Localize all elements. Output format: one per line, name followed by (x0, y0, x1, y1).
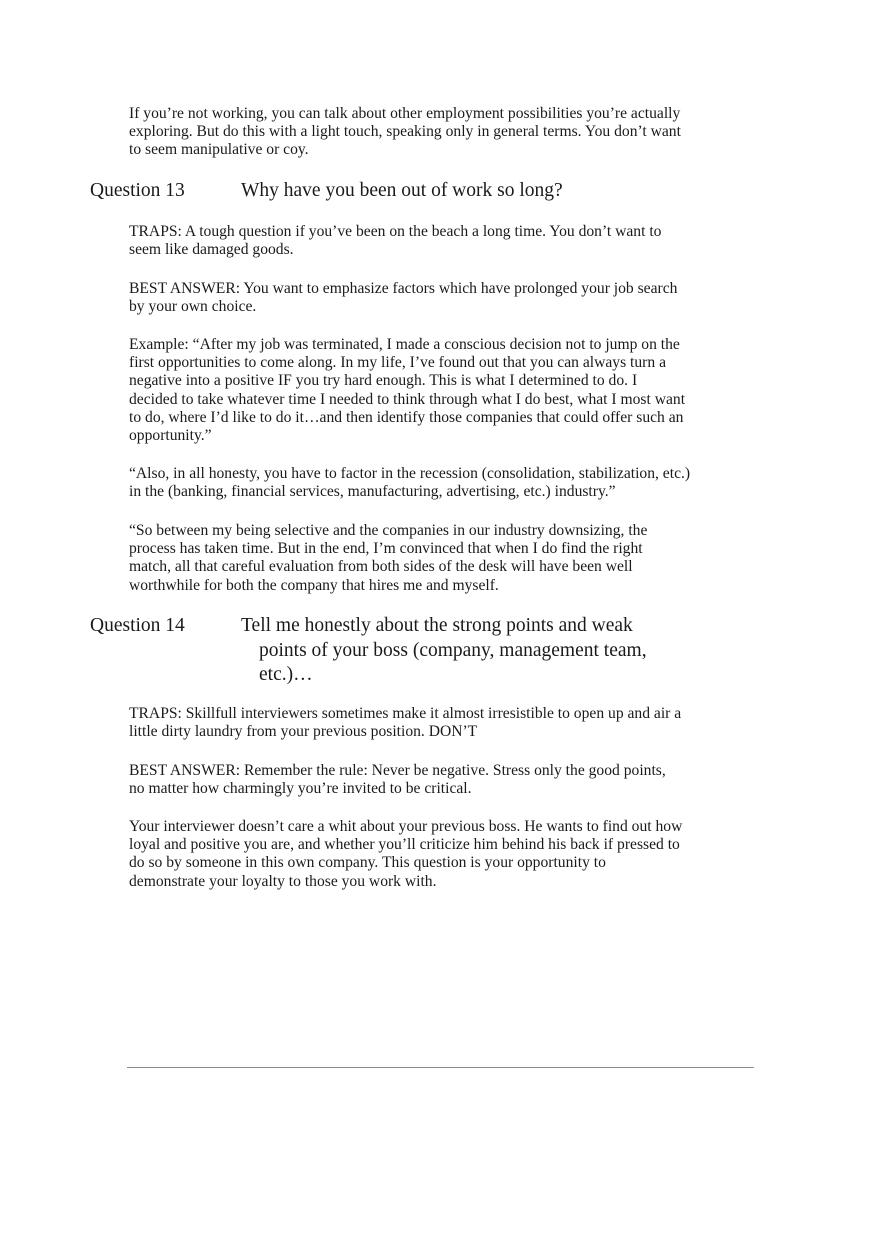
text-line: to seem manipulative or coy. (129, 141, 309, 159)
question-13-title: Why have you been out of work so long? (241, 180, 563, 201)
text-line: BEST ANSWER: You want to emphasize factors which have prolonged your job search (129, 280, 678, 297)
title-line: Tell me honestly about the strong points and weak (241, 615, 633, 636)
text-line: negative into a positive IF you try hard enough. This is what I determined to do. I (129, 372, 638, 390)
text-line: loyal and positive you are, and whether you’ll criticize him behind his back if pressed to (129, 836, 680, 854)
text-line: worthwhile for both the company that hires me and myself. (129, 576, 499, 594)
text-line: little dirty laundry from your previous position. DON’T (129, 723, 478, 741)
q13-traps-paragraph (129, 223, 709, 259)
text-line: Your interviewer doesn’t care a whit about your previous boss. He wants to find out how (129, 818, 683, 835)
text-line: demonstrate your loyalty to those you work with. (129, 872, 437, 890)
text-line: If you’re not working, you can talk about other employment possibilities you’re actually (129, 105, 681, 122)
intro-paragraph (129, 105, 709, 160)
q14-interviewer-paragraph (129, 818, 709, 891)
text-line: first opportunities to come along. In my life, I’ve found out that you can always turn a (129, 354, 666, 372)
question-13-label: Question 13 (90, 180, 185, 201)
text-line: “So between my being selective and the companies in our industry downsizing, the (129, 522, 648, 539)
text-line: BEST ANSWER: Remember the rule: Never be negative. Stress only the good points, (129, 762, 666, 779)
q13-closing-paragraph (129, 522, 709, 595)
q13-also-paragraph (129, 465, 709, 501)
title-line: etc.)… (259, 664, 313, 686)
text-line: in the (banking, financial services, manufacturing, advertising, etc.) industry.” (129, 483, 616, 501)
text-line: “Also, in all honesty, you have to factor in the recession (consolidation, stabilization, etc.) (129, 465, 691, 482)
text-line: match, all that careful evaluation from both sides of the desk will have been well (129, 558, 633, 576)
text-line: exploring. But do this with a light touch, speaking only in general terms. You don’t want (129, 123, 681, 141)
text-line: opportunity.” (129, 427, 212, 445)
text-line: seem like damaged goods. (129, 241, 294, 259)
q14-best-answer-paragraph (129, 762, 709, 798)
title-line: points of your boss (company, management team, (259, 639, 647, 661)
footer-divider (127, 1067, 754, 1068)
text-line: decided to take whatever time I needed to think through what I do best, what I most want (129, 390, 686, 408)
text-line: process has taken time. But in the end, I’m convinced that when I do find the right (129, 540, 643, 558)
text-line: TRAPS: A tough question if you’ve been on the beach a long time. You don’t want to (129, 223, 662, 240)
text-line: by your own choice. (129, 298, 257, 316)
q14-traps-paragraph (129, 705, 709, 741)
question-14-title (241, 614, 647, 688)
q13-example-paragraph (129, 336, 709, 445)
text-line: to do, where I’d like to do it…and then identify those companies that could offer such an (129, 408, 684, 426)
text-line: Example: “After my job was terminated, I made a conscious decision not to jump on the (129, 336, 680, 353)
text-line: no matter how charmingly you’re invited to be critical. (129, 780, 472, 798)
text-line: TRAPS: Skillfull interviewers sometimes make it almost irresistible to open up and air a (129, 705, 682, 722)
text-line: do so by someone in this own company. This question is your opportunity to (129, 854, 606, 872)
question-14-label: Question 14 (90, 615, 185, 636)
q13-best-answer-paragraph (129, 280, 709, 316)
